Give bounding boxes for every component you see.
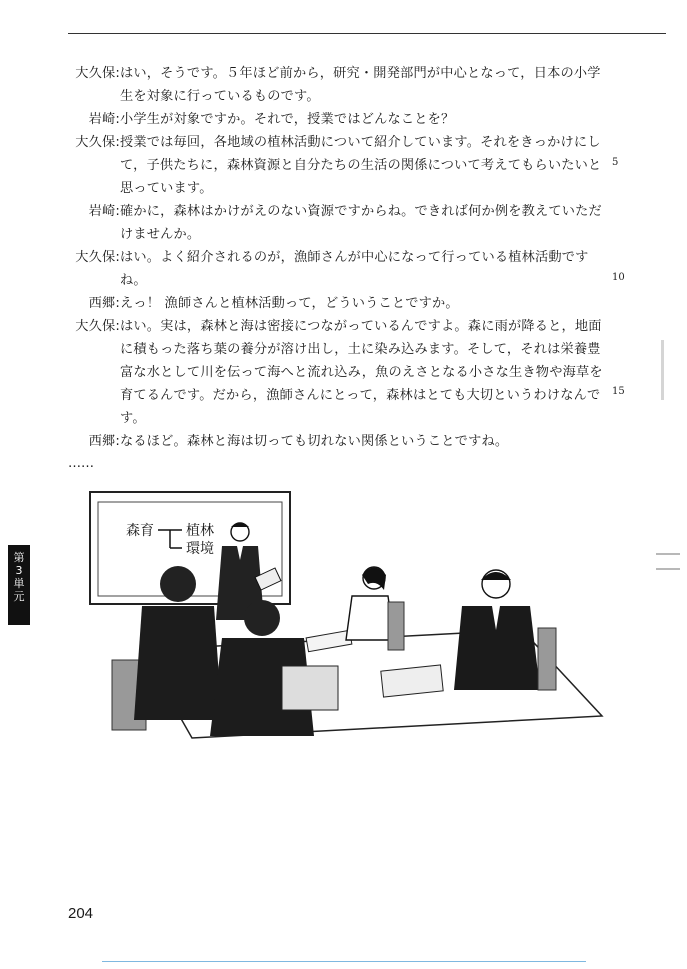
whiteboard-label: 植林 [186, 523, 214, 539]
unit-tab-char: 第 [13, 551, 25, 564]
whiteboard-label: 森育 [126, 523, 154, 539]
dialogue-turn [60, 246, 620, 292]
speech-text: なるほど。森林と海は切っても切れない関係ということですね。 [120, 434, 509, 449]
dialogue-turn [60, 200, 620, 246]
continuation-ellipsis: …… [68, 456, 94, 471]
page-number: 204 [68, 905, 94, 922]
speech-text: はい，そうです。５年ほど前から，研究・開発部門が中心となって，日本の小学生を対象に行っているものです。 [120, 66, 601, 104]
line-number: 10 [612, 272, 625, 283]
speech-text: 小学生が対象ですか。それで，授業ではどんなことを？ [120, 112, 455, 127]
unit-tab-char: 3 [15, 564, 23, 577]
scan-artifact [656, 568, 680, 570]
scan-artifact [661, 340, 664, 400]
dialogue [60, 62, 620, 473]
seated-man-right-figure [454, 570, 556, 690]
speech-text: 授業では毎回，各地域の植林活動について紹介しています。それをきっかけにして，子供たちに，森林資源と自分たちの生活の関係について考えてもらいたいと思っています。 [120, 135, 602, 196]
dialogue-turn [60, 62, 620, 108]
whiteboard-label: 環境 [186, 541, 214, 557]
dialogue-turn [60, 430, 620, 453]
speech-text: えっ！ 漁師さんと植林活動って，どういうことですか。 [120, 296, 459, 311]
speaker-name: 大久保: [75, 319, 120, 334]
dialogue-turn [60, 315, 620, 430]
dialogue-turn [60, 108, 620, 131]
speech-text: 確かに，森林はかけがえのない資源ですからね。できれば何か例を教えていただけませんか。 [120, 204, 602, 242]
meeting-illustration [82, 480, 610, 740]
speaker-name: 大久保: [75, 135, 120, 150]
speech-text: はい。実は，森林と海は密接につながっているんですよ。森に雨が降ると，地面に積もった落ち葉の養分が溶け出し，土に染み込みます。そして，それは栄養豊富な水として川を伝って海へと流れ込み，魚のえさとなる小さな生き物や海草を育てるんです。だから，漁師さんにとって，森林はとても大切というわけなんです。 [120, 319, 603, 426]
laptop [282, 666, 338, 710]
speaker-name: 岩崎: [88, 204, 120, 219]
unit-tab [8, 545, 30, 625]
dialogue-turn [60, 131, 620, 200]
speaker-name: 西郷: [88, 296, 120, 311]
speaker-name: 大久保: [75, 250, 120, 265]
top-rule [68, 33, 666, 34]
speaker-name: 岩崎: [88, 112, 120, 127]
dialogue-turn [60, 292, 620, 315]
line-number: 5 [612, 157, 619, 168]
unit-tab-char: 単 [13, 577, 25, 590]
line-number: 15 [612, 386, 625, 397]
speaker-name: 大久保: [75, 66, 120, 81]
unit-tab-char: 元 [13, 590, 25, 603]
bottom-rule [102, 961, 586, 962]
speaker-name: 西郷: [88, 434, 120, 449]
scan-artifact [656, 553, 680, 555]
speech-text: はい。よく紹介されるのが，漁師さんが中心になって行っている植林活動ですね。 [120, 250, 589, 288]
seated-woman-figure [346, 567, 404, 650]
